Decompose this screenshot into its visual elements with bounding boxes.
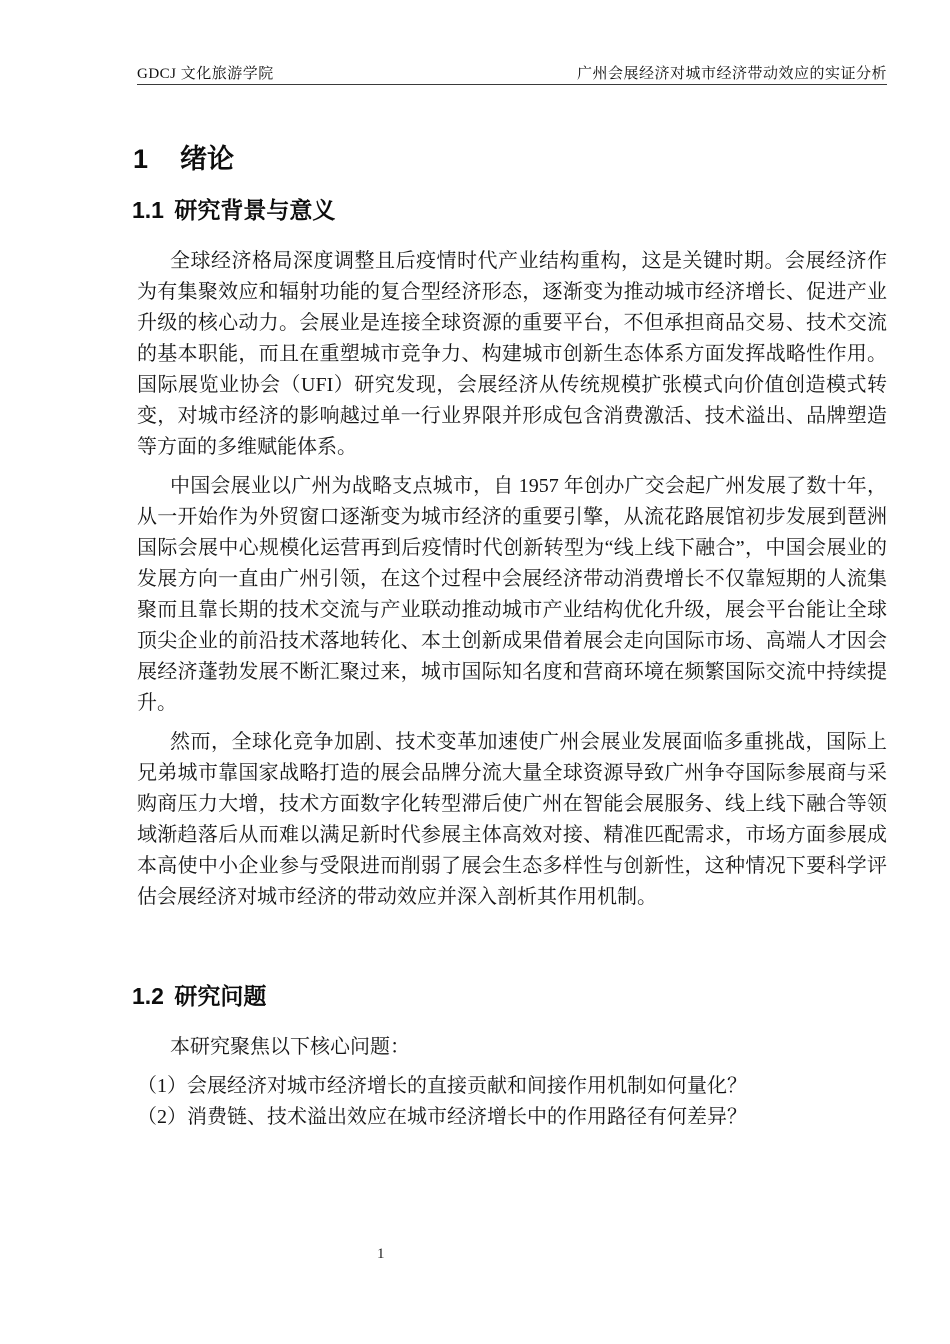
chapter-number: 1	[133, 144, 149, 174]
question-item-2: （2）消费链、技术溢出效应在城市经济增长中的作用路径有何差异？	[137, 1106, 747, 1128]
section-heading-1-2: 1.2 研究问题	[132, 983, 267, 1009]
chapter-title-text: 绪论	[180, 144, 235, 174]
page-number: 1	[377, 1246, 385, 1262]
research-questions-intro: 本研究聚焦以下核心问题：	[170, 1036, 410, 1058]
chapter-title	[133, 145, 234, 173]
header-left-text: GDCJ 文化旅游学院	[137, 66, 274, 82]
header-right-text: 广州会展经济对城市经济带动效应的实证分析	[576, 66, 887, 82]
question-item-1: （1）会展经济对城市经济增长的直接贡献和间接作用机制如何量化？	[137, 1075, 747, 1097]
page-header	[137, 66, 887, 85]
paragraph-background-2: 中国会展业以广州为战略支点城市，自 1957 年创办广交会起广州发展了数十年，从一开始作为外贸窗口逐渐变为城市经济的重要引擎，从流花路展馆初步发展到琶洲国际会展中心规模化运营再到后疫情时代创新转型为“线上线下融合”，中国会展业的发展方向一直由广州引领，在这个过程中会展经济带动消费增长不仅靠短期的人流集聚而且靠长期的技术交流与产业联动推动城市产业结构优化升级，展会平台能让全球顶尖企业的前沿技术落地转化、本土创新成果借着展会走向国际市场、高端人才因会展经济蓬勃发展不断汇聚过来，城市国际知名度和营商环境在频繁国际交流中持续提升。	[137, 475, 887, 714]
paragraph-background-1: 全球经济格局深度调整且后疫情时代产业结构重构，这是关键时期。会展经济作为有集聚效应和辐射功能的复合型经济形态，逐渐变为推动城市经济增长、促进产业升级的核心动力。会展业是连接全球资源的重要平台，不但承担商品交易、技术交流的基本职能，而且在重塑城市竞争力、构建城市创新生态体系方面发挥战略性作用。国际展览业协会（UFI）研究发现，会展经济从传统规模扩张模式向价值创造模式转变，对城市经济的影响越过单一行业界限并形成包含消费激活、技术溢出、品牌塑造等方面的多维赋能体系。	[137, 250, 887, 458]
section-2-body	[137, 1032, 887, 1133]
section-1-body	[137, 246, 887, 913]
paragraph-background-3: 然而，全球化竞争加剧、技术变革加速使广州会展业发展面临多重挑战，国际上兄弟城市靠国家战略打造的展会品牌分流大量全球资源导致广州争夺国际参展商与采购商压力大增，技术方面数字化转型滞后使广州在智能会展服务、线上线下融合等领域渐趋落后从而难以满足新时代参展主体高效对接、精准匹配需求，市场方面参展成本高使中小企业参与受限进而削弱了展会生态多样性与创新性，这种情况下要科学评估会展经济对城市经济的带动效应并深入剖析其作用机制。	[137, 731, 887, 908]
section-heading-1-1: 1.1 研究背景与意义	[132, 197, 336, 223]
